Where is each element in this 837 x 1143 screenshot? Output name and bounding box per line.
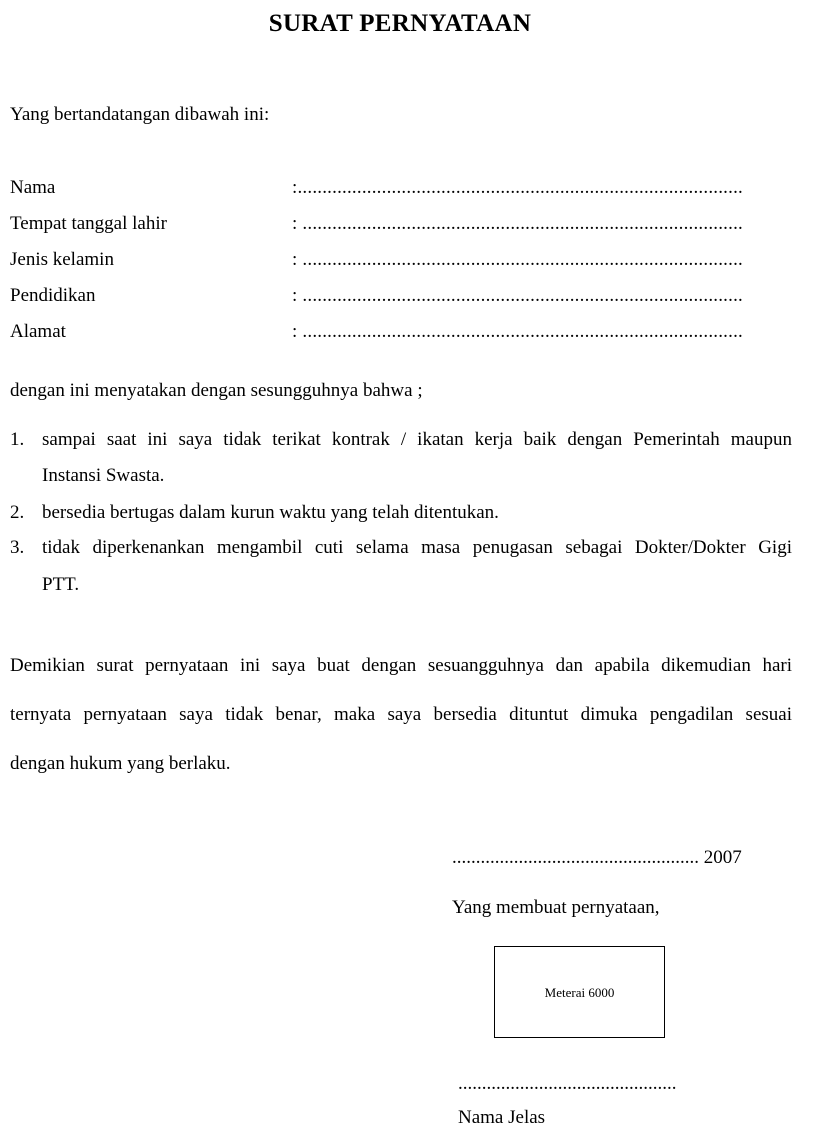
list-item-3-line2: PTT. (42, 574, 80, 595)
list-item-1-line1: sampai saat ini saya tidak terikat kontrak / ikatan kerja baik dengan Pemerintah maupun (42, 429, 792, 450)
signature-line: .............................................. (458, 1073, 677, 1094)
field-label-jenis-kelamin: Jenis kelamin (10, 249, 114, 270)
field-value-jenis-kelamin: : ......................................................................................... (292, 249, 743, 270)
meterai-label: Meterai 6000 (544, 985, 615, 1000)
closing-line-2: ternyata pernyataan saya tidak benar, maka saya bersedia dituntut dimuka pengadilan sesuai (10, 704, 792, 725)
intro-text: Yang bertandatangan dibawah ini: (10, 104, 270, 125)
list-item-1-line2: Instansi Swasta. (42, 465, 165, 486)
page-title: SURAT PERNYATAAN (268, 10, 532, 37)
list-item-3-line1: tidak diperkenankan mengambil cuti selama masa penugasan sebagai Dokter/Dokter Gigi (42, 537, 792, 558)
field-label-pendidikan: Pendidikan (10, 285, 96, 306)
field-value-pendidikan: : ......................................................................................... (292, 285, 743, 306)
list-number-1: 1. (10, 429, 25, 450)
statement-text: dengan ini menyatakan dengan sesungguhnya bahwa ; (10, 380, 423, 401)
closing-line-1: Demikian surat pernyataan ini saya buat dengan sesuangguhnya dan apabila dikemudian hari (10, 655, 792, 676)
field-value-alamat: : ......................................................................................... (292, 321, 743, 342)
meterai-stamp-box (494, 946, 665, 1038)
date-line: .................................................... 2007 (452, 847, 742, 868)
field-value-nama: :.......................................................................................... (292, 177, 743, 198)
list-number-3: 3. (10, 537, 25, 558)
list-item-2-line1: bersedia bertugas dalam kurun waktu yang telah ditentukan. (42, 502, 499, 523)
closing-line-3: dengan hukum yang berlaku. (10, 753, 231, 774)
name-label: Nama Jelas (458, 1107, 546, 1128)
field-label-nama: Nama (10, 177, 56, 198)
field-label-alamat: Alamat (10, 321, 66, 342)
field-label-tempat-tanggal-lahir: Tempat tanggal lahir (10, 213, 167, 234)
field-value-tempat-tanggal-lahir: : ......................................................................................... (292, 213, 743, 234)
list-number-2: 2. (10, 502, 25, 523)
maker-label: Yang membuat pernyataan, (452, 897, 660, 918)
